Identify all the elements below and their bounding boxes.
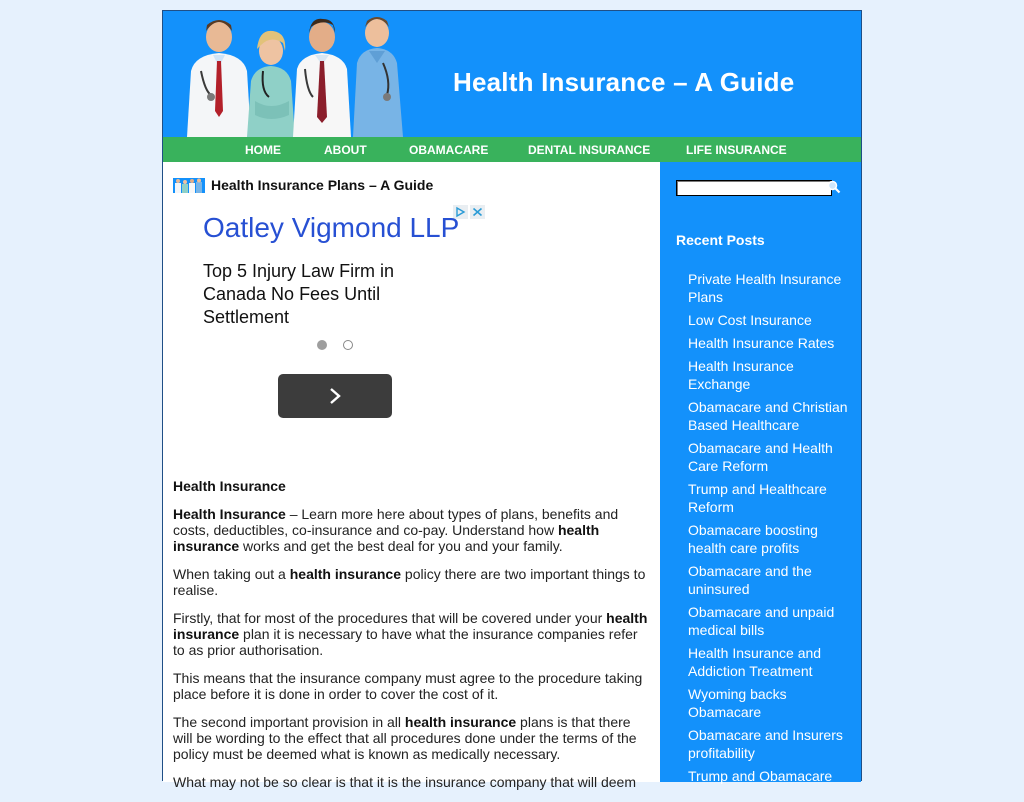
doctors-banner-image [177,11,417,137]
article-paragraph: Firstly, that for most of the procedures that will be covered under your health insurance plan it is necessary to have what the insurance companies refer to as prior authorisation. [173,610,648,658]
list-item [688,358,853,394]
post-thumbnail-image[interactable] [173,178,205,193]
nav-item-home[interactable]: HOME [245,143,281,157]
ad-next-button[interactable] [278,374,392,418]
list-item [688,686,853,722]
list-item [688,563,853,599]
list-item [688,440,853,476]
nav-item-life-insurance[interactable]: LIFE INSURANCE [686,143,787,157]
list-item [688,481,853,517]
post-title[interactable]: Health Insurance Plans – A Guide [211,177,434,193]
article-paragraph: When taking out a health insurance policy there are two important things to realise. [173,566,646,598]
list-item [688,335,853,353]
recent-post-link[interactable]: Trump and Healthcare Reform [688,481,827,515]
recent-post-link[interactable]: Obamacare and unpaid medical bills [688,604,835,638]
recent-posts-heading: Recent Posts [676,232,765,248]
article-paragraph: Health Insurance – Learn more here about types of plans, benefits and costs, deductibles, co-insurance and co-pay. Understand how health insurance works and get the best deal for you and your family. [173,506,619,554]
recent-post-link[interactable]: Health Insurance Exchange [688,358,794,392]
advertisement[interactable] [191,202,491,412]
nav-item-about[interactable]: ABOUT [324,143,367,157]
list-item [688,522,853,558]
recent-post-link[interactable]: Obamacare and Insurers profitability [688,727,843,761]
recent-post-link[interactable]: Obamacare boosting health care profits [688,522,818,556]
article-body [173,478,653,802]
sidebar [660,162,861,782]
recent-post-link[interactable]: Health Insurance Rates [688,335,835,351]
recent-post-link[interactable]: Obamacare and the uninsured [688,563,812,597]
list-item [688,399,853,435]
nav-item-obamacare[interactable]: OBAMACARE [409,143,489,157]
recent-post-link[interactable]: Obamacare and Health Care Reform [688,440,833,474]
recent-post-link[interactable]: Obamacare and Christian Based Healthcare [688,399,848,433]
ad-headline[interactable]: Oatley Vigmond LLP [203,212,460,243]
list-item [688,768,853,786]
site-title[interactable]: Health Insurance – A Guide [453,67,795,97]
list-item [688,604,853,640]
site-header [163,11,861,137]
main-nav [163,137,861,162]
recent-post-link[interactable]: Wyoming backs Obamacare [688,686,787,720]
ad-text[interactable]: Top 5 Injury Law Firm in Canada No Fees Until Settlement [203,261,395,327]
article-paragraph: This means that the insurance company must agree to the procedure taking place before it is done in order to cover the cost of it. [173,670,643,702]
list-item [688,312,853,330]
chevron-right-icon [328,387,342,405]
article-paragraph: What may not be so clear is that it is the insurance company that will deem [173,774,636,790]
recent-posts-list [688,271,853,791]
search-icon[interactable] [827,180,841,194]
list-item [688,645,853,681]
article-heading: Health Insurance [173,478,286,494]
search-input[interactable] [676,180,832,196]
list-item [688,727,853,763]
main-content [163,162,660,790]
recent-post-link[interactable]: Trump and Obamacare [688,768,833,784]
page-wrapper [162,10,862,790]
article-paragraph: The second important provision in all health insurance plans is that there will be wording to the effect that all procedures done under the terms of the policy must be deemed what is known as medically necessary. [173,714,637,762]
ad-carousel-dot-active[interactable] [317,340,327,350]
list-item [688,271,853,307]
nav-item-dental-insurance[interactable]: DENTAL INSURANCE [528,143,651,157]
ad-carousel-dot[interactable] [343,340,353,350]
recent-post-link[interactable]: Private Health Insurance Plans [688,271,842,305]
recent-post-link[interactable]: Health Insurance and Addiction Treatment [688,645,822,679]
recent-post-link[interactable]: Low Cost Insurance [688,312,812,328]
